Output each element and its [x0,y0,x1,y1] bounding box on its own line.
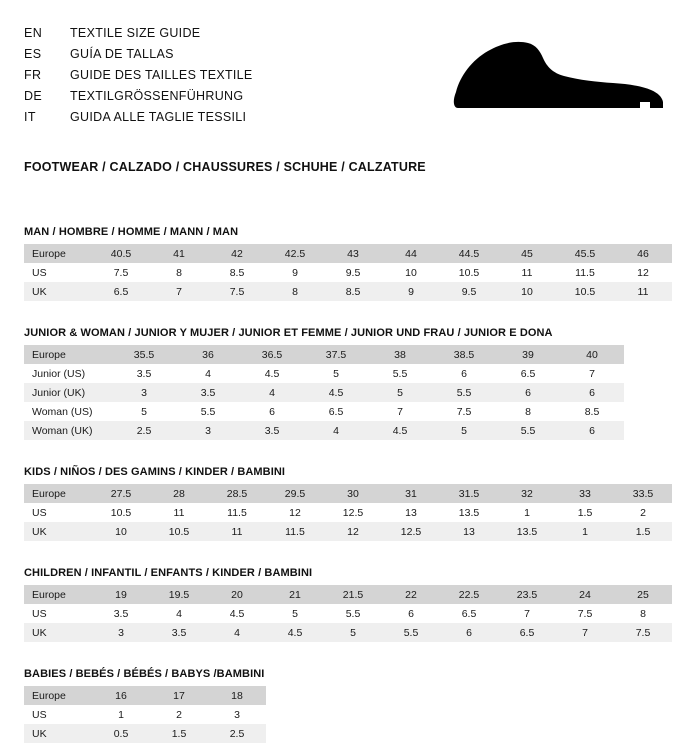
size-cell: 43 [324,244,382,263]
size-cell: 5 [304,364,368,383]
size-cell: 40 [560,345,624,364]
size-cell: 7 [560,364,624,383]
size-cell: 31 [382,484,440,503]
size-table-block [24,466,676,541]
size-cell: 23.5 [498,585,556,604]
size-cell: 5 [266,604,324,623]
table-heading: MAN / HOMBRE / HOMME / MANN / MAN [24,226,239,238]
size-cell: 13 [440,522,498,541]
size-cell: 13 [382,503,440,522]
size-cell: 6 [440,623,498,642]
language-code: FR [24,68,42,82]
size-cell: 6.5 [92,282,150,301]
size-cell: 11 [614,282,672,301]
table-row [24,705,266,724]
size-cell: 3 [92,623,150,642]
document-header [24,26,676,144]
size-cell: 5 [368,383,432,402]
size-cell: 1 [498,503,556,522]
row-label: Europe [24,244,92,263]
table-heading: KIDS / NIÑOS / DES GAMINS / KINDER / BAMBINI [24,466,286,478]
size-cell: 7 [368,402,432,421]
size-cell: 40.5 [92,244,150,263]
size-cell: 4.5 [208,604,266,623]
size-cell: 8.5 [324,282,382,301]
size-cell: 11.5 [266,522,324,541]
size-cell: 7.5 [432,402,496,421]
size-cell: 10 [92,522,150,541]
size-cell: 13.5 [498,522,556,541]
size-cell: 44.5 [440,244,498,263]
size-cell: 22 [382,585,440,604]
size-cell: 9.5 [324,263,382,282]
size-cell: 5.5 [382,623,440,642]
table-row [24,402,624,421]
table-row [24,522,672,541]
size-cell: 7.5 [614,623,672,642]
size-cell: 6 [560,383,624,402]
size-cell: 21 [266,585,324,604]
size-cell: 9 [266,263,324,282]
size-cell: 33.5 [614,484,672,503]
size-cell: 38 [368,345,432,364]
size-cell: 42.5 [266,244,324,263]
size-cell: 1 [556,522,614,541]
size-cell: 19 [92,585,150,604]
size-table [24,345,624,440]
size-cell: 1 [92,705,150,724]
row-label: Europe [24,345,112,364]
size-cell: 6.5 [440,604,498,623]
size-cell: 5.5 [176,402,240,421]
size-cell: 11 [498,263,556,282]
size-cell: 45 [498,244,556,263]
size-cell: 27.5 [92,484,150,503]
size-cell: 1.5 [150,724,208,743]
size-cell: 10.5 [150,522,208,541]
size-cell: 46 [614,244,672,263]
size-cell: 8.5 [560,402,624,421]
size-cell: 22.5 [440,585,498,604]
size-cell: 19.5 [150,585,208,604]
size-cell: 1.5 [556,503,614,522]
size-cell: 10.5 [92,503,150,522]
size-cell: 7 [498,604,556,623]
size-cell: 8 [266,282,324,301]
table-heading: CHILDREN / INFANTIL / ENFANTS / KINDER / BAMBINI [24,567,313,579]
size-table-block [24,567,676,642]
size-cell: 44 [382,244,440,263]
row-label: US [24,604,92,623]
size-cell: 7.5 [92,263,150,282]
size-cell: 12.5 [382,522,440,541]
size-cell: 35.5 [112,345,176,364]
table-row [24,585,672,604]
table-row [24,263,672,282]
size-cell: 10.5 [556,282,614,301]
size-cell: 5.5 [368,364,432,383]
size-tables-container [24,226,676,743]
language-title: GUIDE DES TAILLES TEXTILE [70,68,253,82]
size-cell: 4 [240,383,304,402]
table-row [24,604,672,623]
size-cell: 12.5 [324,503,382,522]
table-row [24,724,266,743]
size-cell: 5 [432,421,496,440]
language-title: GUÍA DE TALLAS [70,47,174,61]
language-title: TEXTILGRÖSSENFÜHRUNG [70,89,244,103]
size-cell: 29.5 [266,484,324,503]
row-label: Junior (US) [24,364,112,383]
size-cell: 11 [208,522,266,541]
size-cell: 7 [556,623,614,642]
size-cell: 9 [382,282,440,301]
size-cell: 6 [496,383,560,402]
size-cell: 5.5 [432,383,496,402]
size-cell: 2 [150,705,208,724]
size-cell: 4 [208,623,266,642]
size-cell: 7.5 [556,604,614,623]
size-cell: 3.5 [92,604,150,623]
size-cell: 18 [208,686,266,705]
row-label: UK [24,623,92,642]
size-cell: 4.5 [266,623,324,642]
table-row [24,282,672,301]
table-heading: JUNIOR & WOMAN / JUNIOR Y MUJER / JUNIOR ET FEMME / JUNIOR UND FRAU / JUNIOR E DONA [24,327,553,339]
size-cell: 8 [496,402,560,421]
table-heading: BABIES / BEBÉS / BÉBÉS / BABYS /BAMBINI [24,668,265,680]
size-cell: 3 [112,383,176,402]
language-code: ES [24,47,42,61]
size-cell: 30 [324,484,382,503]
row-label: Woman (UK) [24,421,112,440]
size-cell: 11.5 [556,263,614,282]
size-cell: 8.5 [208,263,266,282]
table-row [24,686,266,705]
size-cell: 37.5 [304,345,368,364]
row-label: UK [24,522,92,541]
size-table-block [24,226,676,301]
size-cell: 3.5 [150,623,208,642]
table-row [24,484,672,503]
size-cell: 11 [150,503,208,522]
size-cell: 3.5 [176,383,240,402]
table-row [24,345,624,364]
size-cell: 6.5 [498,623,556,642]
size-cell: 8 [150,263,208,282]
category-title: FOOTWEAR / CALZADO / CHAUSSURES / SCHUHE / CALZATURE [24,160,426,174]
size-table [24,484,672,541]
table-row [24,364,624,383]
table-row [24,623,672,642]
row-label: US [24,705,92,724]
size-cell: 31.5 [440,484,498,503]
size-cell: 36.5 [240,345,304,364]
size-cell: 10.5 [440,263,498,282]
size-cell: 4 [176,364,240,383]
size-cell: 32 [498,484,556,503]
size-cell: 4.5 [368,421,432,440]
row-label: Junior (UK) [24,383,112,402]
size-cell: 3.5 [240,421,304,440]
row-label: UK [24,724,92,743]
size-cell: 28.5 [208,484,266,503]
size-cell: 12 [614,263,672,282]
language-code: IT [24,110,36,124]
size-table [24,585,672,642]
size-cell: 10 [498,282,556,301]
size-cell: 13.5 [440,503,498,522]
size-cell: 20 [208,585,266,604]
size-cell: 17 [150,686,208,705]
language-title: GUIDA ALLE TAGLIE TESSILI [70,110,247,124]
size-cell: 8 [614,604,672,623]
size-cell: 12 [266,503,324,522]
size-cell: 6.5 [304,402,368,421]
table-row [24,421,624,440]
size-cell: 6 [382,604,440,623]
size-table-block [24,668,676,743]
size-cell: 3.5 [112,364,176,383]
size-cell: 4.5 [304,383,368,402]
size-cell: 1.5 [614,522,672,541]
size-cell: 7.5 [208,282,266,301]
size-cell: 5 [324,623,382,642]
size-cell: 6 [432,364,496,383]
size-cell: 9.5 [440,282,498,301]
size-cell: 10 [382,263,440,282]
language-title: TEXTILE SIZE GUIDE [70,26,201,40]
size-cell: 45.5 [556,244,614,263]
size-cell: 2 [614,503,672,522]
size-cell: 16 [92,686,150,705]
size-cell: 3 [208,705,266,724]
size-cell: 28 [150,484,208,503]
size-cell: 36 [176,345,240,364]
size-table [24,244,672,301]
size-cell: 7 [150,282,208,301]
size-cell: 12 [324,522,382,541]
row-label: Woman (US) [24,402,112,421]
size-cell: 5.5 [324,604,382,623]
row-label: Europe [24,484,92,503]
table-row [24,244,672,263]
size-cell: 6.5 [496,364,560,383]
size-cell: 21.5 [324,585,382,604]
size-cell: 6 [560,421,624,440]
size-cell: 4.5 [240,364,304,383]
size-cell: 3 [176,421,240,440]
size-cell: 11.5 [208,503,266,522]
language-code: EN [24,26,43,40]
size-cell: 39 [496,345,560,364]
size-cell: 24 [556,585,614,604]
size-cell: 4 [150,604,208,623]
dress-shoe-icon [450,32,670,118]
size-cell: 4 [304,421,368,440]
row-label: US [24,503,92,522]
size-cell: 2.5 [208,724,266,743]
size-table-block [24,327,676,440]
size-cell: 6 [240,402,304,421]
row-label: Europe [24,686,92,705]
table-row [24,383,624,402]
size-cell: 5.5 [496,421,560,440]
size-cell: 5 [112,402,176,421]
size-table [24,686,266,743]
row-label: US [24,263,92,282]
size-cell: 42 [208,244,266,263]
size-cell: 41 [150,244,208,263]
size-cell: 38.5 [432,345,496,364]
size-cell: 25 [614,585,672,604]
table-row [24,503,672,522]
size-cell: 2.5 [112,421,176,440]
language-code: DE [24,89,43,103]
row-label: Europe [24,585,92,604]
row-label: UK [24,282,92,301]
size-cell: 0.5 [92,724,150,743]
size-cell: 33 [556,484,614,503]
